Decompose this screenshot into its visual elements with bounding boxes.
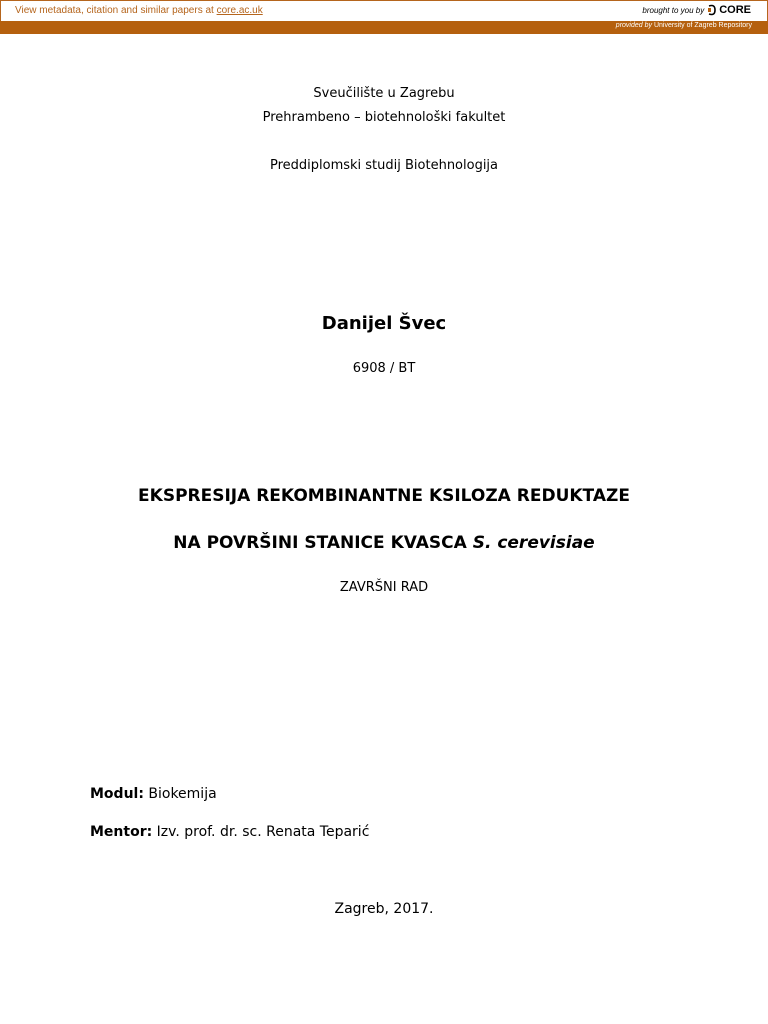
metadata-notice xyxy=(15,5,263,16)
thesis-title-line2 xyxy=(0,533,768,553)
core-logo[interactable] xyxy=(707,4,751,16)
metadata-text: View metadata, citation and similar papers at xyxy=(15,5,214,16)
thesis-title-line2-text: NA POVRŠINI STANICE KVASCA xyxy=(173,533,467,553)
brought-by[interactable] xyxy=(642,4,751,16)
brought-by-text: brought to you by xyxy=(642,5,705,15)
thesis-title-line1: EKSPRESIJA REKOMBINANTNE KSILOZA REDUKTAZE xyxy=(138,486,630,506)
core-banner-bottom xyxy=(0,21,768,34)
module-label: Modul: xyxy=(90,786,144,802)
university-name: Sveučilište u Zagrebu xyxy=(313,86,455,101)
student-id: 6908 / BT xyxy=(352,361,416,376)
core-banner xyxy=(0,0,768,34)
study-program: Preddiplomski studij Biotehnologija xyxy=(269,158,499,173)
author-name: Danijel Švec xyxy=(321,313,447,334)
thesis-species: S. cerevisiae xyxy=(472,533,595,553)
mentor-value: Izv. prof. dr. sc. Renata Teparić xyxy=(156,824,370,840)
module-line xyxy=(90,786,217,802)
mentor-line xyxy=(90,824,369,840)
core-link[interactable]: core.ac.uk xyxy=(216,5,263,16)
faculty-name: Prehrambeno – biotehnološki fakultet xyxy=(262,110,506,125)
thesis-type: ZAVRŠNI RAD xyxy=(339,580,429,595)
core-name: CORE xyxy=(719,4,751,16)
provided-by[interactable] xyxy=(616,22,752,29)
place-date: Zagreb, 2017. xyxy=(334,901,434,917)
module-value: Biokemija xyxy=(148,786,217,802)
provided-by-prefix: provided by xyxy=(615,22,652,29)
core-logo-icon xyxy=(707,4,717,16)
core-banner-top xyxy=(0,0,768,21)
provided-by-org: University of Zagreb Repository xyxy=(653,22,752,29)
mentor-label: Mentor: xyxy=(90,824,153,840)
